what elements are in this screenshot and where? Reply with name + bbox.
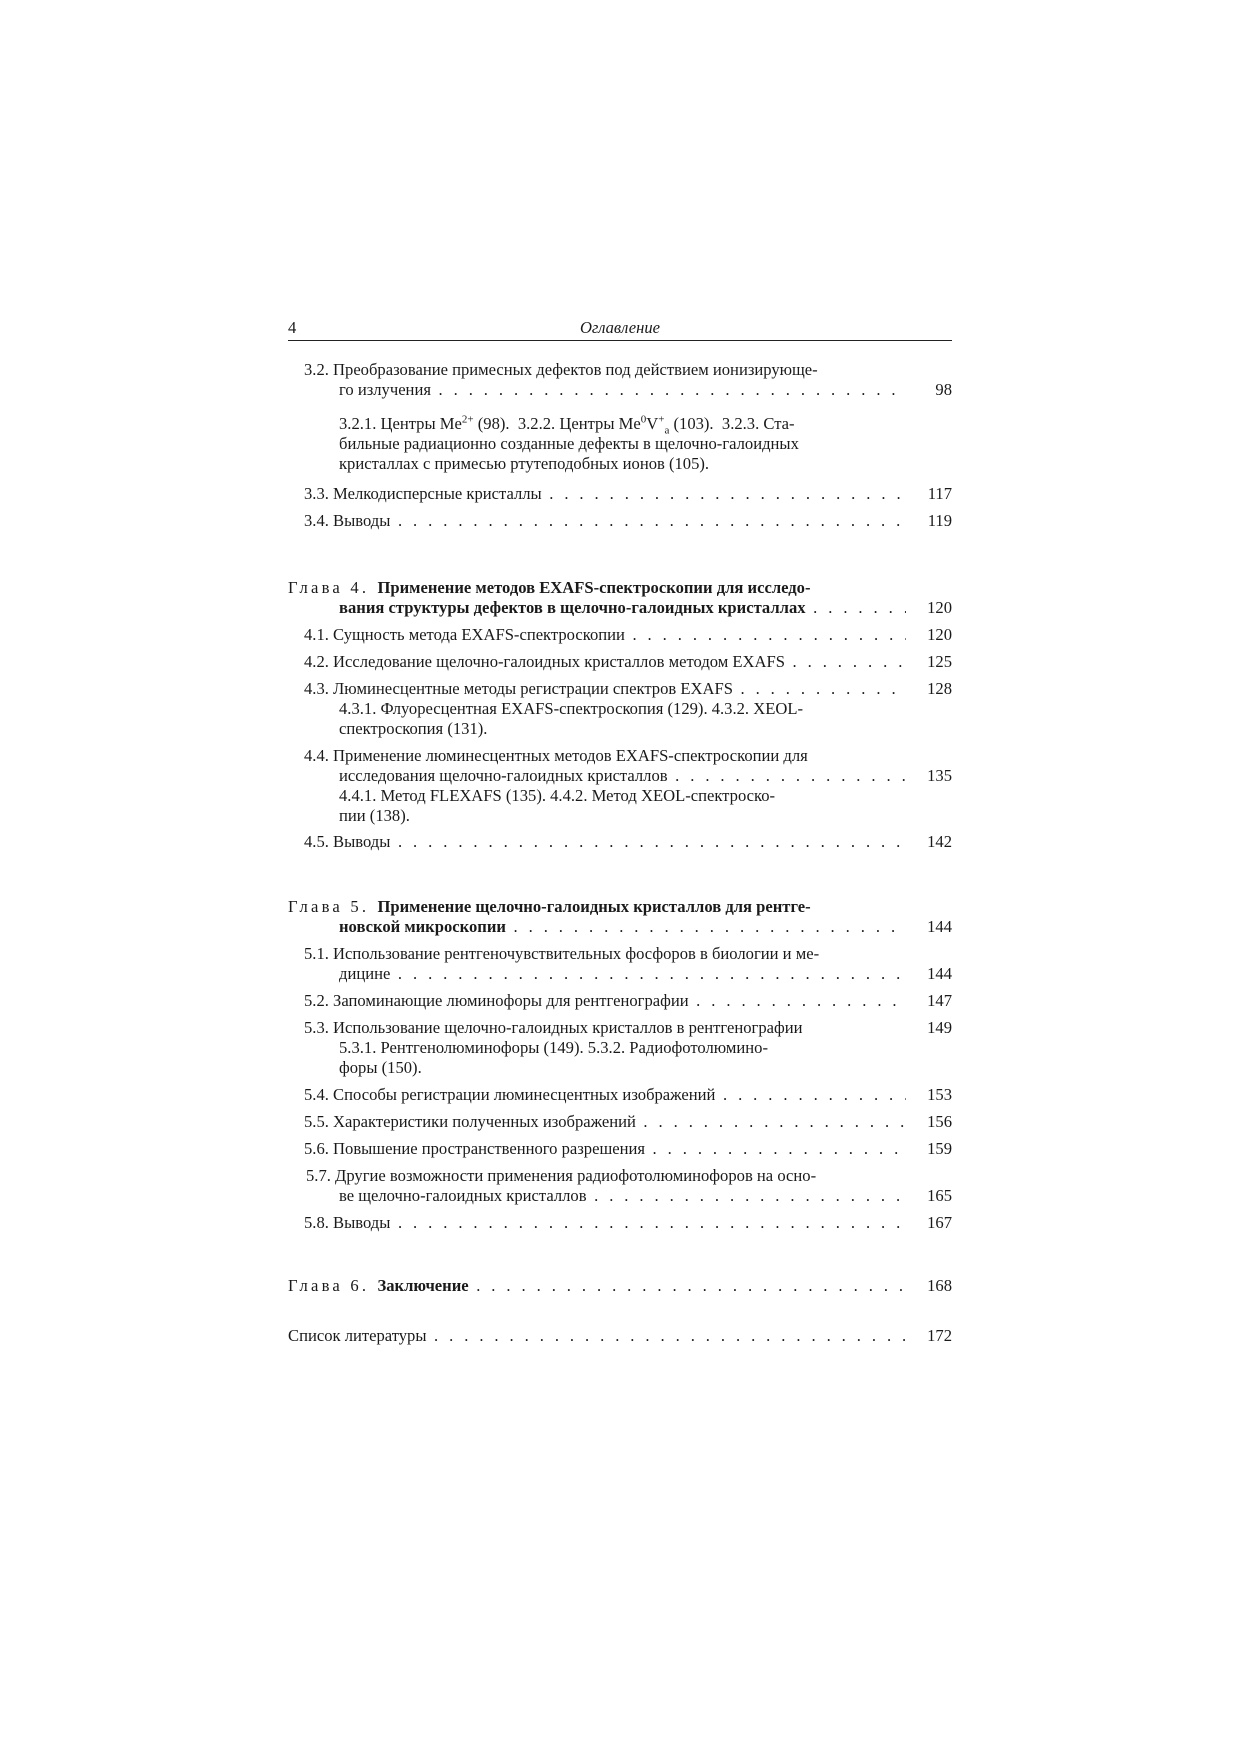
toc-entry-5-7[interactable] [288, 1166, 952, 1206]
toc-entry-text: 3.2. Преобразование примесных дефектов под действием ионизирующе- [304, 360, 818, 379]
toc-entry-text: 3.3. Мелкодисперсные кристаллы . . . [304, 484, 906, 504]
toc-references[interactable] [288, 1326, 952, 1346]
toc-page [288, 318, 952, 1345]
toc-entry-4-1[interactable] [288, 625, 952, 645]
toc-subentries-line: 5.3.1. Рентгенолюминофоры (149). 5.3.2. Радиофотолюмино- [339, 1038, 768, 1057]
page-number: 4 [288, 318, 297, 337]
toc-subentries-line: 4.4.1. Метод FLEXAFS (135). 4.4.2. Метод XEOL-спектроско- [339, 786, 776, 805]
toc-page-number: 165 [927, 1186, 952, 1205]
toc-page-number: 120 [927, 598, 952, 617]
toc-entry-text: 5.4. Способы регистрации люминесцентных изображений . . . [304, 1085, 906, 1105]
toc-subentries-5-3 [288, 1038, 952, 1078]
toc-page-number: 153 [927, 1085, 952, 1104]
toc-subentries-line: кристаллах с примесью ртутеподобных ионов (105). [339, 454, 710, 473]
toc-entry-text: 4.3. Люминесцентные методы регистрации спектров EXAFS . . . [304, 679, 906, 699]
toc-subentries-line: бильные радиационно созданные дефекты в щелочно-галоидных [339, 434, 799, 453]
toc-entry-text-cont: ве щелочно-галоидных кристаллов . . . [339, 1186, 906, 1206]
toc-page-number: 149 [927, 1018, 952, 1037]
toc-page-number: 119 [927, 511, 952, 530]
toc-entry-text: 5.1. Использование рентгеночувствительных фосфоров в биологии и ме- [304, 944, 820, 963]
toc-chapter-6[interactable] [288, 1276, 952, 1296]
toc-entry-4-2[interactable] [288, 652, 952, 672]
toc-page-number: 144 [927, 917, 952, 936]
chapter-heading: Глава 6. Заключение . . . [288, 1276, 906, 1296]
toc-subentries-line: спектроскопия (131). [339, 719, 488, 738]
toc-entry-5-3[interactable] [288, 1018, 952, 1038]
toc-entry-4-5[interactable] [288, 832, 952, 852]
toc-page-number: 172 [927, 1326, 952, 1345]
toc-chapter-5[interactable] [288, 897, 952, 937]
toc-entry-5-2[interactable] [288, 991, 952, 1011]
toc-page-number: 144 [927, 964, 952, 983]
toc-entry-text: 5.3. Использование щелочно-галоидных кристаллов в рентгенографии [304, 1018, 803, 1037]
toc-entry-text-cont: дицине . . . [339, 964, 906, 984]
toc-entry-text: 5.7. Другие возможности применения радиофотолюминофоров на осно- [306, 1166, 817, 1185]
toc-subentries-line: 4.3.1. Флуоресцентная EXAFS-спектроскопия (129). 4.3.2. XEOL- [339, 699, 803, 718]
toc-page-number: 135 [927, 766, 952, 785]
toc-entry-text-cont: го излучения . . . [339, 380, 906, 400]
toc-subentries-4-4 [288, 786, 952, 826]
toc-entry-5-8[interactable] [288, 1213, 952, 1233]
chapter-heading-cont: новской микроскопии . . . [339, 917, 906, 937]
toc-page-number: 159 [927, 1139, 952, 1158]
toc-subentries-4-3 [288, 699, 952, 739]
toc-entry-5-6[interactable] [288, 1139, 952, 1159]
toc-page-number: 128 [927, 679, 952, 698]
toc-entry-3-2[interactable] [288, 360, 952, 400]
toc-page-number: 98 [935, 380, 952, 399]
toc-page-number: 117 [927, 484, 952, 503]
chapter-heading: Глава 5. Применение щелочно-галоидных кристаллов для рентге- [288, 897, 811, 916]
toc-entry-4-3[interactable] [288, 679, 952, 699]
toc-page-number: 167 [927, 1213, 952, 1232]
toc-page-number: 147 [927, 991, 952, 1010]
toc-entry-text-cont: исследования щелочно-галоидных кристаллов . . . [339, 766, 906, 786]
toc-entry-text: 5.2. Запоминающие люминофоры для рентгенографии . . . [304, 991, 906, 1011]
toc-entry-text: 4.5. Выводы . . . [304, 832, 906, 852]
toc-entry-text: Список литературы . . . [288, 1326, 906, 1346]
toc-entry-text: 5.6. Повышение пространственного разрешения . . . [304, 1139, 906, 1159]
toc-entry-4-4[interactable] [288, 746, 952, 786]
toc-entry-text: 5.5. Характеристики полученных изображений . . . [304, 1112, 906, 1132]
toc-subentries-3-2 [288, 414, 952, 474]
toc-entry-5-5[interactable] [288, 1112, 952, 1132]
chapter-heading: Глава 4. Применение методов EXAFS-спектроскопии для исследо- [288, 578, 811, 597]
toc-subentries-line: 3.2.1. Центры $Me^{2+}$ (98). 3.2.2. Центры $Me^0V^+_a$ (103). 3.2.3. Ста- [339, 413, 795, 437]
toc-page-number: 142 [927, 832, 952, 851]
toc-page-number: 168 [927, 1276, 952, 1295]
toc-page-number: 156 [927, 1112, 952, 1131]
toc-entry-3-3[interactable] [288, 484, 952, 504]
toc-page-number: 120 [927, 625, 952, 644]
toc-subentries-line: пии (138). [339, 806, 410, 825]
toc-entry-text: 4.1. Сущность метода EXAFS-спектроскопии . . . [304, 625, 906, 645]
toc-entry-text: 5.8. Выводы . . . [304, 1213, 906, 1233]
chapter-heading-cont: вания структуры дефектов в щелочно-галоидных кристаллах . . . [339, 598, 906, 618]
toc-entry-text: 4.4. Применение люминесцентных методов EXAFS-спектроскопии для [304, 746, 808, 765]
toc-entry-3-4[interactable] [288, 511, 952, 531]
running-title: Оглавление [579, 318, 661, 337]
toc-entry-text: 4.2. Исследование щелочно-галоидных кристаллов методом EXAFS . . . [304, 652, 906, 672]
running-header [288, 318, 952, 341]
toc-chapter-4[interactable] [288, 578, 952, 618]
toc-entry-5-4[interactable] [288, 1085, 952, 1105]
toc-entry-5-1[interactable] [288, 944, 952, 984]
toc-page-number: 125 [927, 652, 952, 671]
toc-subentries-line: форы (150). [339, 1058, 422, 1077]
toc-entry-text: 3.4. Выводы . . . [304, 511, 906, 531]
